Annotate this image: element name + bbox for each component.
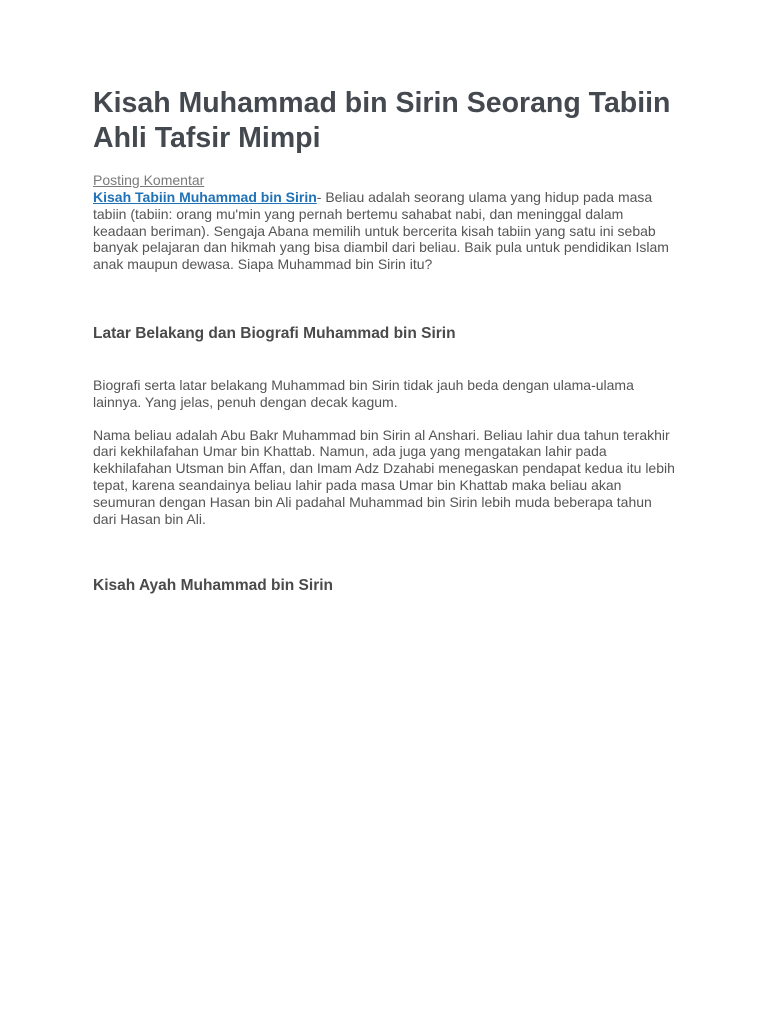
intro-paragraph bbox=[93, 189, 677, 273]
biography-paragraph-2: Nama beliau adalah Abu Bakr Muhammad bin Sirin al Anshari. Beliau lahir dua tahun terakhir dari kekhilafahan Umar bin Khattab. Namun, ada juga yang mengatakan lahir pada kekhilafahan Utsman bin Affan, dan Imam Adz Dzahabi menegaskan pendapat kedua itu lebih tepat, karena seandainya beliau lahir pada masa Umar bin Khattab maka beliau akan seumuran dengan Hasan bin Ali padahal Muhammad bin Sirin lebih muda beberapa tahun dari Hasan bin Ali. bbox=[93, 426, 675, 527]
section-heading-kisah-ayah: Kisah Ayah Muhammad bin Sirin bbox=[93, 577, 334, 595]
intro-title-link[interactable]: Kisah Tabiin Muhammad bin Sirin bbox=[93, 189, 317, 205]
biography-paragraph-1: Biografi serta latar belakang Muhammad bin Sirin tidak jauh beda dengan ulama-ulama lainnya. Yang jelas, penuh dengan decak kagum. bbox=[93, 376, 634, 410]
post-comment-link[interactable]: Posting Komentar bbox=[93, 172, 205, 188]
intro-text: - Beliau adalah seorang ulama yang hidup pada masa tabiin (tabiin: orang mu'min yang pernah bertemu sahabat nabi, dan meninggal dalam keadaan beriman). Sengaja Abana memilih untuk bercerita kisah tabiin yang satu ini sebab banyak pelajaran dan hikmah yang bisa diambil dari beliau. Baik pula untuk pendidikan Islam anak maupun dewasa. Siapa Muhammad bin Sirin itu? bbox=[93, 189, 669, 273]
document-page bbox=[93, 86, 677, 595]
article-title: Kisah Muhammad bin Sirin Seorang Tabiin Ahli Tafsir Mimpi bbox=[93, 87, 671, 154]
section-heading-latar-belakang: Latar Belakang dan Biografi Muhammad bin Sirin bbox=[93, 324, 456, 342]
